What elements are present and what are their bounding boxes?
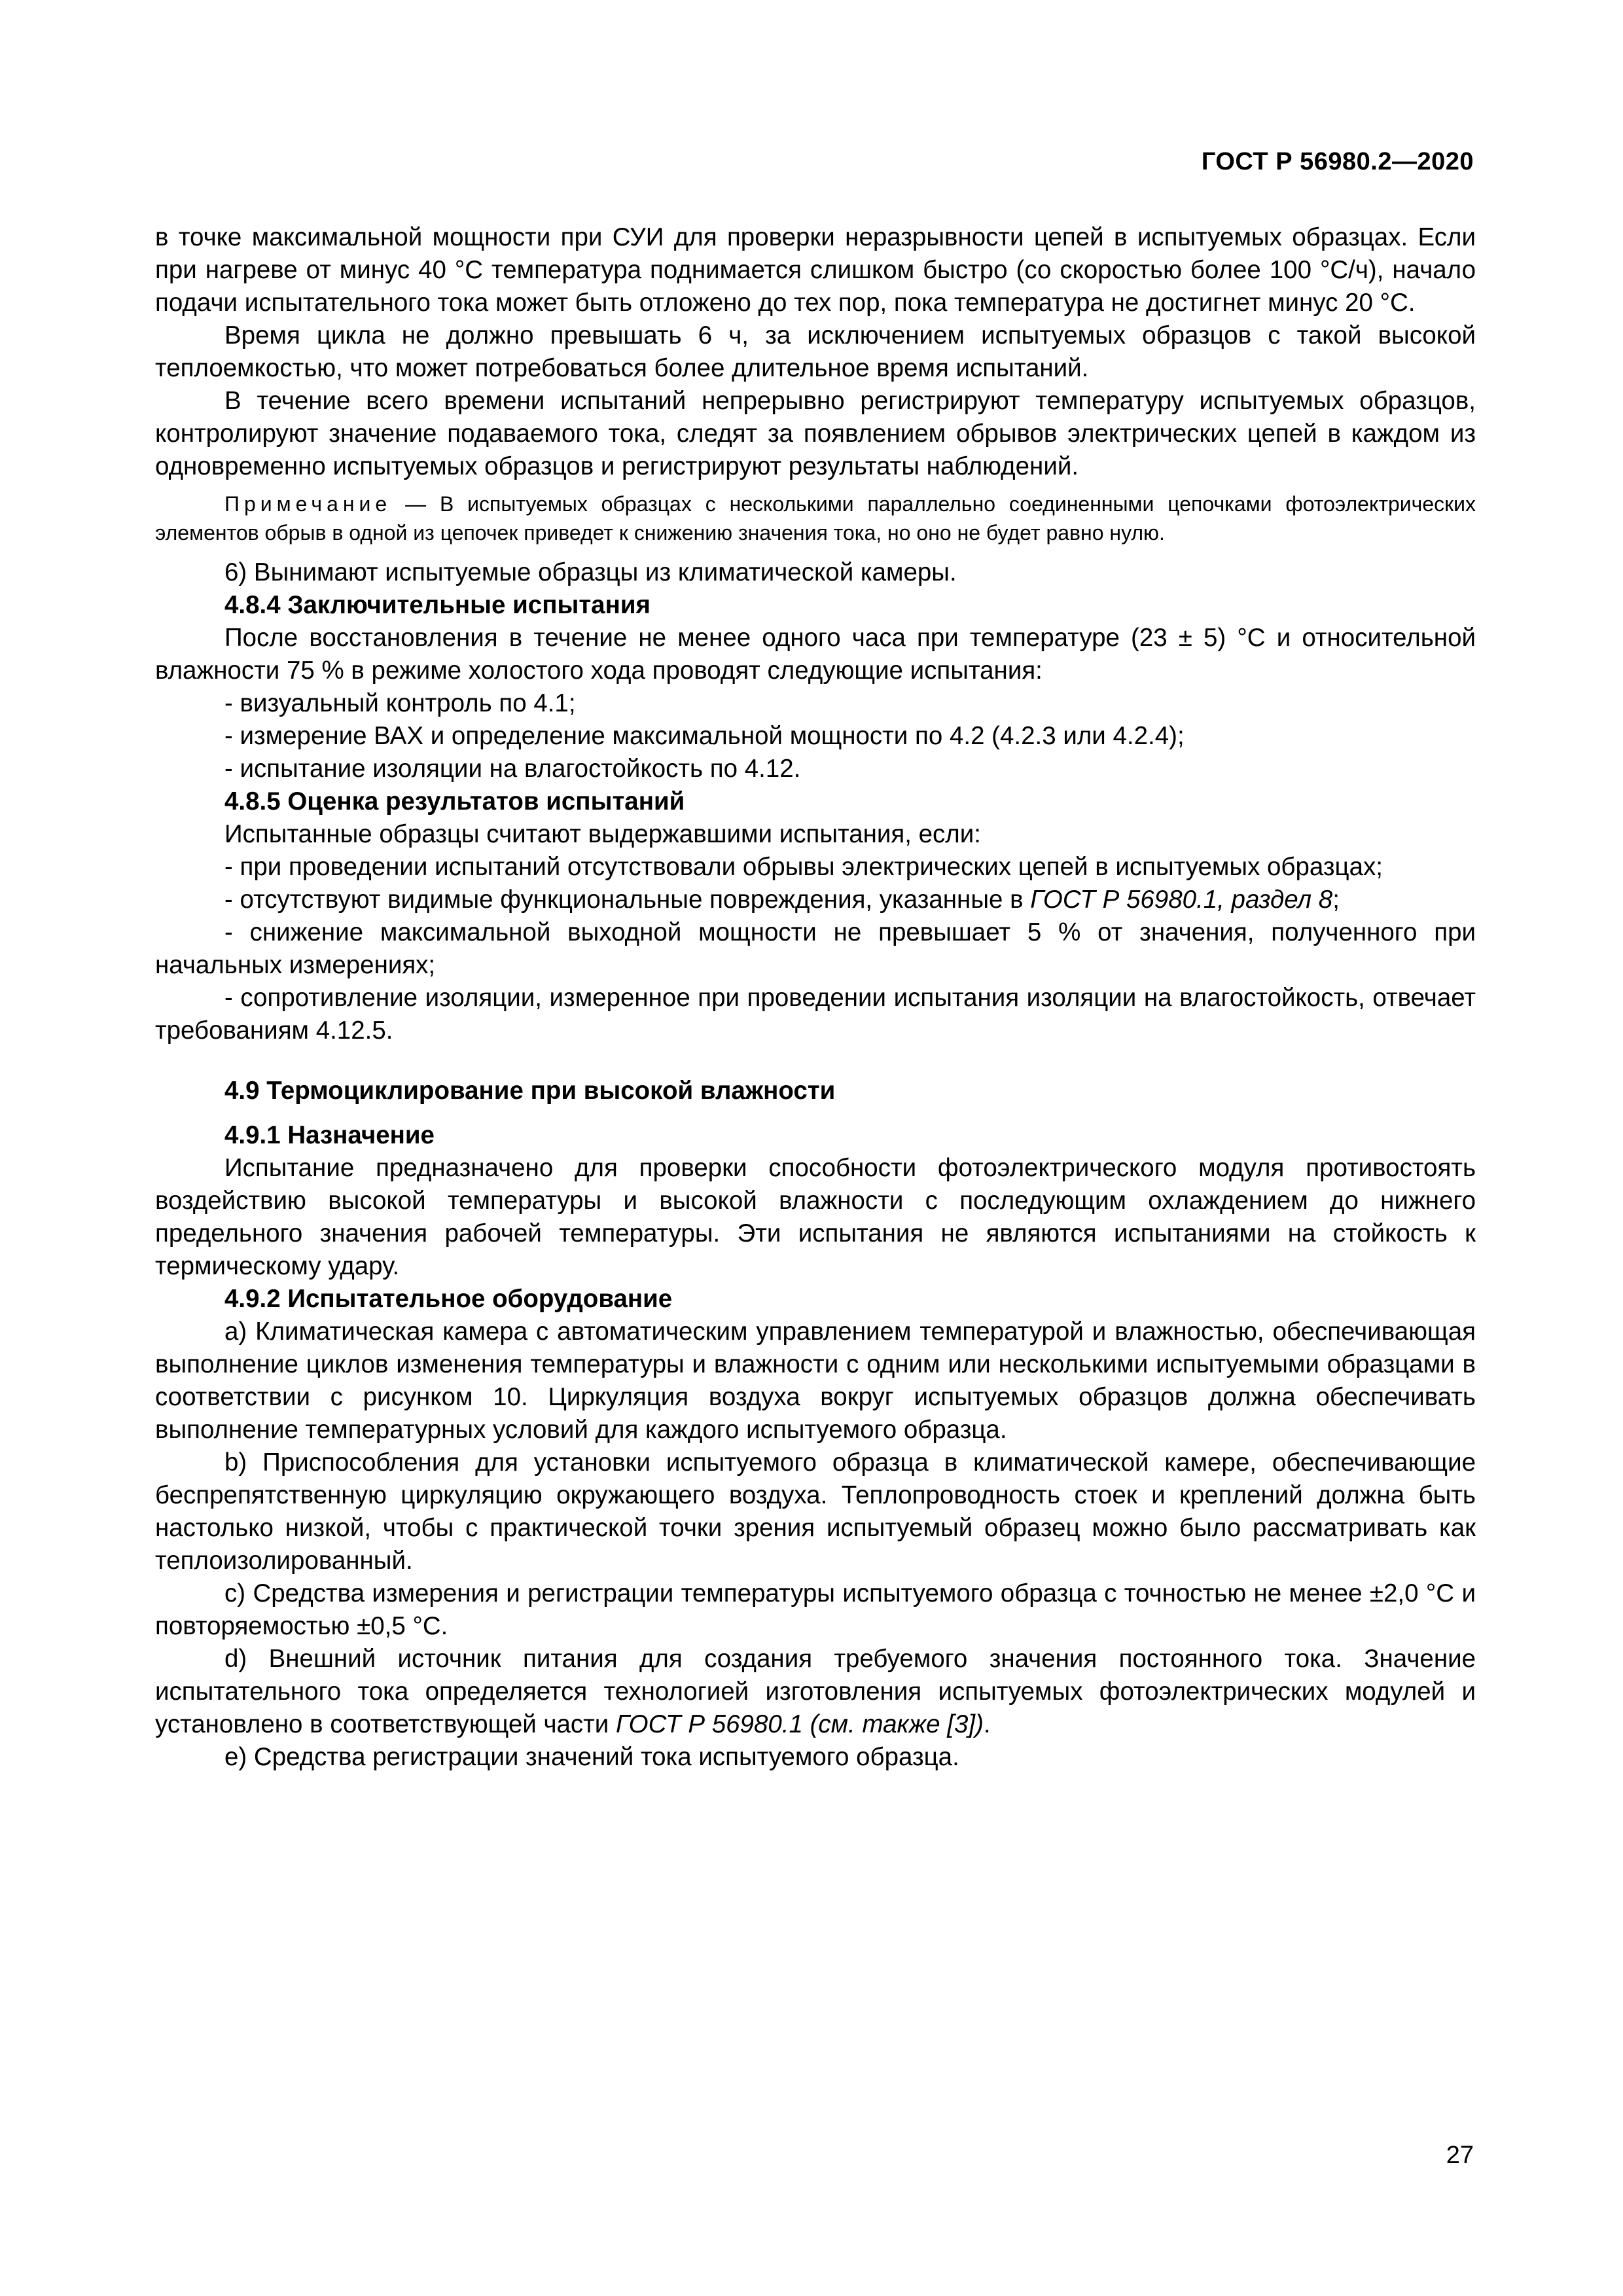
paragraph-text: d) Внешний источник питания для создания требуемого значения постоянного тока. Значение испытательного тока определяется технологией изготовления испытуемых фотоэлектрических модулей и установлено в соответствующей части (155, 1645, 1476, 1738)
list-item: - при проведении испытаний отсутствовали обрывы электрических цепей в испытуемых образцах; (224, 853, 1383, 881)
paragraph (155, 1643, 1476, 1741)
list-item-text: - отсутствуют видимые функциональные повреждения, указанные в (224, 886, 1031, 914)
section-heading: 4.8.4 Заключительные испытания (224, 591, 651, 619)
paragraph: После восстановления в течение не менее одного часа при температуре (23 ± 5) °С и относительной влажности 75 % в режиме холостого хода проводят следующие испытания: (155, 624, 1476, 685)
paragraph: Испытанные образцы считают выдержавшими испытания, если: (224, 820, 981, 848)
paragraph: в точке максимальной мощности при СУИ для проверки неразрывности цепей в испытуемых образцах. Если при нагреве от минус 40 °С температура поднимается слишком быстро (со скоростью более 100 °С/ч), начало подачи испытательного тока может быть отложено до тех пор, пока температура не достигнет минус 20 °С. (155, 223, 1476, 317)
list-item: - снижение максимальной выходной мощности не превышает 5 % от значения, полученного при начальных измерениях; (155, 918, 1476, 979)
paragraph: 6) Вынимают испытуемые образцы из климатической камеры. (224, 558, 957, 586)
section-heading: 4.8.5 Оценка результатов испытаний (224, 787, 685, 816)
paragraph: Время цикла не должно превышать 6 ч, за исключением испытуемых образцов с такой высокой теплоемкостью, что может потребоваться более длительное время испытаний. (155, 321, 1476, 382)
standard-reference: ГОСТ Р 56980.1 (см. также [3]) (616, 1710, 984, 1738)
note-text: — В испытуемых образцах с несколькими параллельно соединенными цепочками фотоэлектрических элементов обрыв в одной из цепочек приведет к снижению значения тока, но оно не будет равно нулю. (155, 492, 1476, 545)
paragraph: В течение всего времени испытаний непрерывно регистрируют температуру испытуемых образцов, контролируют значение подаваемого тока, следят за появлением обрывов электрических цепей в каждом из одновременно испытуемых образцов и регистрируют результаты наблюдений. (155, 387, 1476, 480)
document-body (155, 221, 1476, 1774)
list-item: - сопротивление изоляции, измеренное при проведении испытания изоляции на влагостойкость, отвечает требованиям 4.12.5. (155, 984, 1476, 1045)
paragraph: с) Средства измерения и регистрации температуры испытуемого образца с точностью не менее ±2,0 °С и повторяемостью ±0,5 °С. (155, 1579, 1476, 1640)
list-item: - визуальный контроль по 4.1; (224, 689, 576, 717)
paragraph: а) Климатическая камера с автоматическим управлением температурой и влажностью, обеспечивающая выполнение циклов изменения температуры и влажности с одним или несколькими испытуемыми образцами в соответствии с рисунком 10. Циркуляция воздуха вокруг испытуемых образцов должна обеспечивать выполнение температурных условий для каждого испытуемого образца. (155, 1318, 1476, 1444)
paragraph: е) Средства регистрации значений тока испытуемого образца. (224, 1743, 959, 1771)
section-heading: 4.9.2 Испытательное оборудование (224, 1285, 673, 1313)
note (155, 490, 1476, 547)
section-heading: 4.9 Термоциклирование при высокой влажности (224, 1077, 836, 1105)
list-item: - измерение ВАХ и определение максимальной мощности по 4.2 (4.2.3 или 4.2.4); (224, 722, 1185, 750)
document-code: ГОСТ Р 56980.2—2020 (1201, 148, 1474, 175)
standard-reference: ГОСТ Р 56980.1, раздел 8 (1030, 886, 1333, 914)
list-item-text: ; (1332, 886, 1340, 914)
page-number: 27 (1446, 2142, 1474, 2169)
section-heading: 4.9.1 Назначение (224, 1121, 435, 1149)
paragraph-text: . (983, 1710, 991, 1738)
paragraph: b) Приспособления для установки испытуемого образца в климатической камере, обеспечивающие беспрепятственную циркуляцию окружающего воздуха. Теплопроводность стоек и креплений должна быть настолько низкой, чтобы с практической точки зрения испытуемый образец можно было рассматривать как теплоизолированный. (155, 1448, 1476, 1575)
list-item: - испытание изоляции на влагостойкость по 4.12. (224, 755, 801, 783)
list-item (155, 884, 1476, 916)
paragraph: Испытание предназначено для проверки способности фотоэлектрического модуля противостоять воздействию высокой температуры и высокой влажности с последующим охлаждением до нижнего предельного значения рабочей температуры. Эти испытания не являются испытаниями на стойкость к термическому удару. (155, 1154, 1476, 1280)
note-label: Примечание (224, 492, 392, 516)
